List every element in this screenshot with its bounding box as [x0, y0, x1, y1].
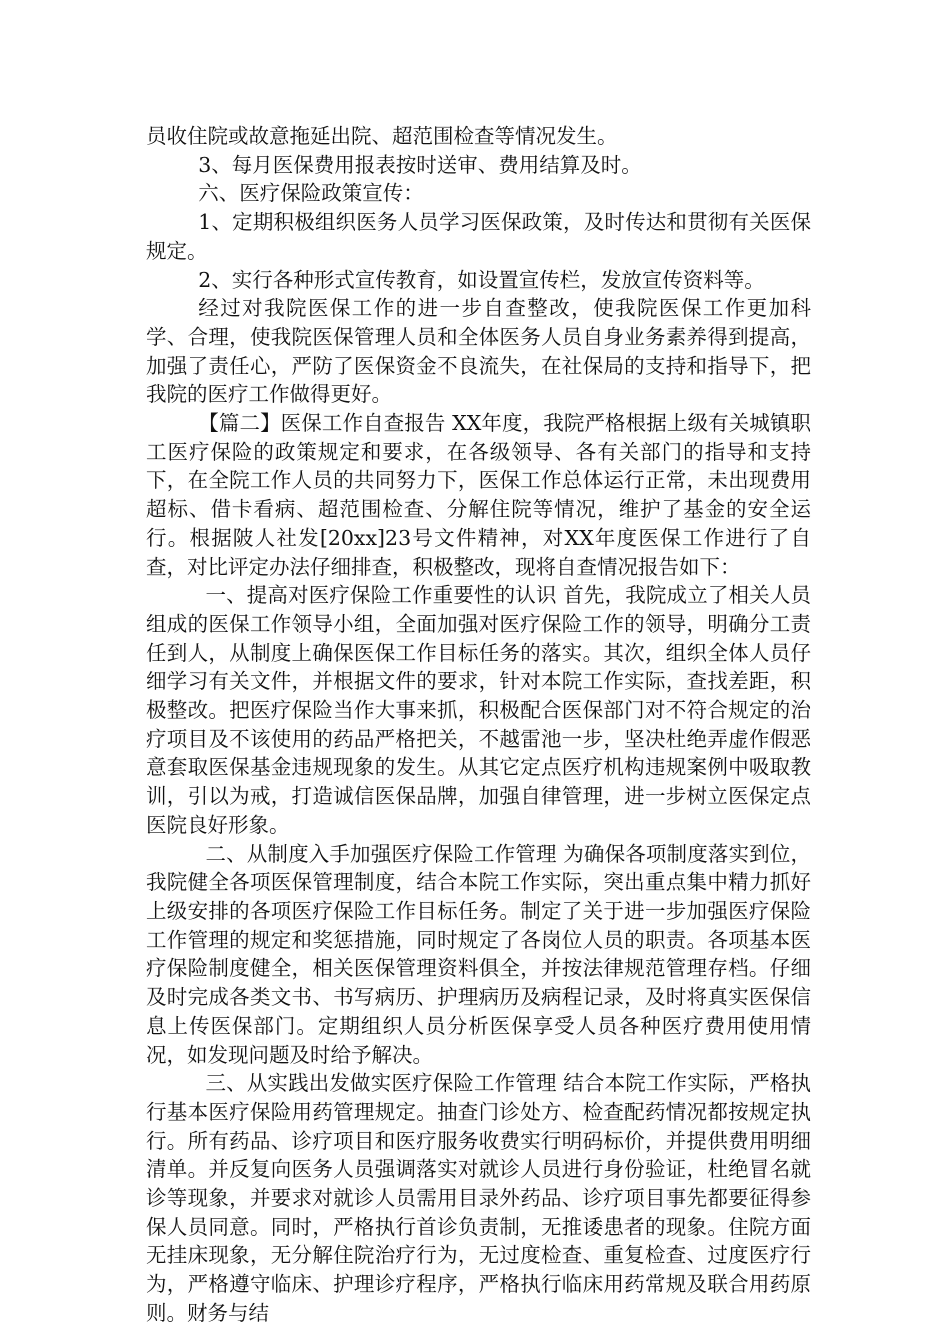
- paragraph-part-two: 【篇二】医保工作自查报告 XX年度，我院严格根据上级有关城镇职工医疗保险的政策规定和要求，在各级领导、各有关部门的指导和支持下，在全院工作人员的共同努力下，医保工作总体运行正常，未出现费用超标、借卡看病、超范围检查、分解住院等情况，维护了基金的安全运行。根据陂人社发[20xx]23号文件精神，对XX年度医保工作进行了自查，对比评定办法仔细排查，积极整改，现将自查情况报告如下：: [146, 411, 811, 579]
- paragraph: 一、提高对医疗保险工作重要性的认识 首先，我院成立了相关人员组成的医保工作领导小组，全面加强对医疗保险工作的领导，明确分工责任到人，从制度上确保医保工作目标任务的落实。其次，组织全体人员仔细学习有关文件，并根据文件的要求，针对本院工作实际，查找差距，积极整改。把医疗保险当作大事来抓，积极配合医保部门对不符合规定的治疗项目及不该使用的药品严格把关，不越雷池一步，坚决杜绝弄虚作假恶意套取医保基金违规现象的发生。从其它定点医疗机构违规案例中吸取教训，引以为戒，打造诚信医保品牌，加强自律管理，进一步树立医保定点医院良好形象。: [146, 583, 811, 837]
- section-heading: 六、医疗保险政策宣传：: [198, 181, 424, 206]
- paragraph: 三、从实践出发做实医疗保险工作管理 结合本院工作实际，严格执行基本医疗保险用药管理规定。抽查门诊处方、检查配药情况都按规定执行。所有药品、诊疗项目和医疗服务收费实行明码标价，并提供费用明细清单。并反复向医务人员强调落实对就诊人员进行身份验证，杜绝冒名就诊等现象，并要求对就诊人员需用目录外药品、诊疗项目事先都要征得参保人员同意。同时，严格执行首诊负责制，无推诿患者的现象。住院方面无挂床现象，无分解住院治疗行为，无过度检查、重复检查、过度医疗行为，严格遵守临床、护理诊疗程序，严格执行临床用药常规及联合用药原则。财务与结: [146, 1071, 811, 1325]
- paragraph: 1、定期积极组织医务人员学习医保政策，及时传达和贯彻有关医保规定。: [146, 210, 811, 263]
- document-body: [146, 122, 811, 1328]
- paragraph: 二、从制度入手加强医疗保险工作管理 为确保各项制度落实到位，我院健全各项医保管理制度，结合本院工作实际，突出重点集中精力抓好上级安排的各项医疗保险工作目标任务。制定了关于进一步加强医疗保险工作管理的规定和奖惩措施，同时规定了各岗位人员的职责。各项基本医疗保险制度健全，相关医保管理资料俱全，并按法律规范管理存档。仔细及时完成各类文书、书写病历、护理病历及病程记录，及时将真实医保信息上传医保部门。定期组织人员分析医保享受人员各种医疗费用使用情况，如发现问题及时给予解决。: [146, 841, 811, 1067]
- paragraph: 3、每月医保费用报表按时送审、费用结算及时。: [198, 152, 642, 177]
- paragraph: 2、实行各种形式宣传教育，如设置宣传栏，发放宣传资料等。: [198, 267, 765, 292]
- paragraph-continuation: 员收住院或故意拖延出院、超范围检查等情况发生。: [146, 124, 618, 148]
- paragraph: 经过对我院医保工作的进一步自查整改，使我院医保工作更加科学、合理，使我院医保管理人员和全体医务人员自身业务素养得到提高，加强了责任心，严防了医保资金不良流失，在社保局的支持和指导下，把我院的医疗工作做得更好。: [146, 296, 811, 407]
